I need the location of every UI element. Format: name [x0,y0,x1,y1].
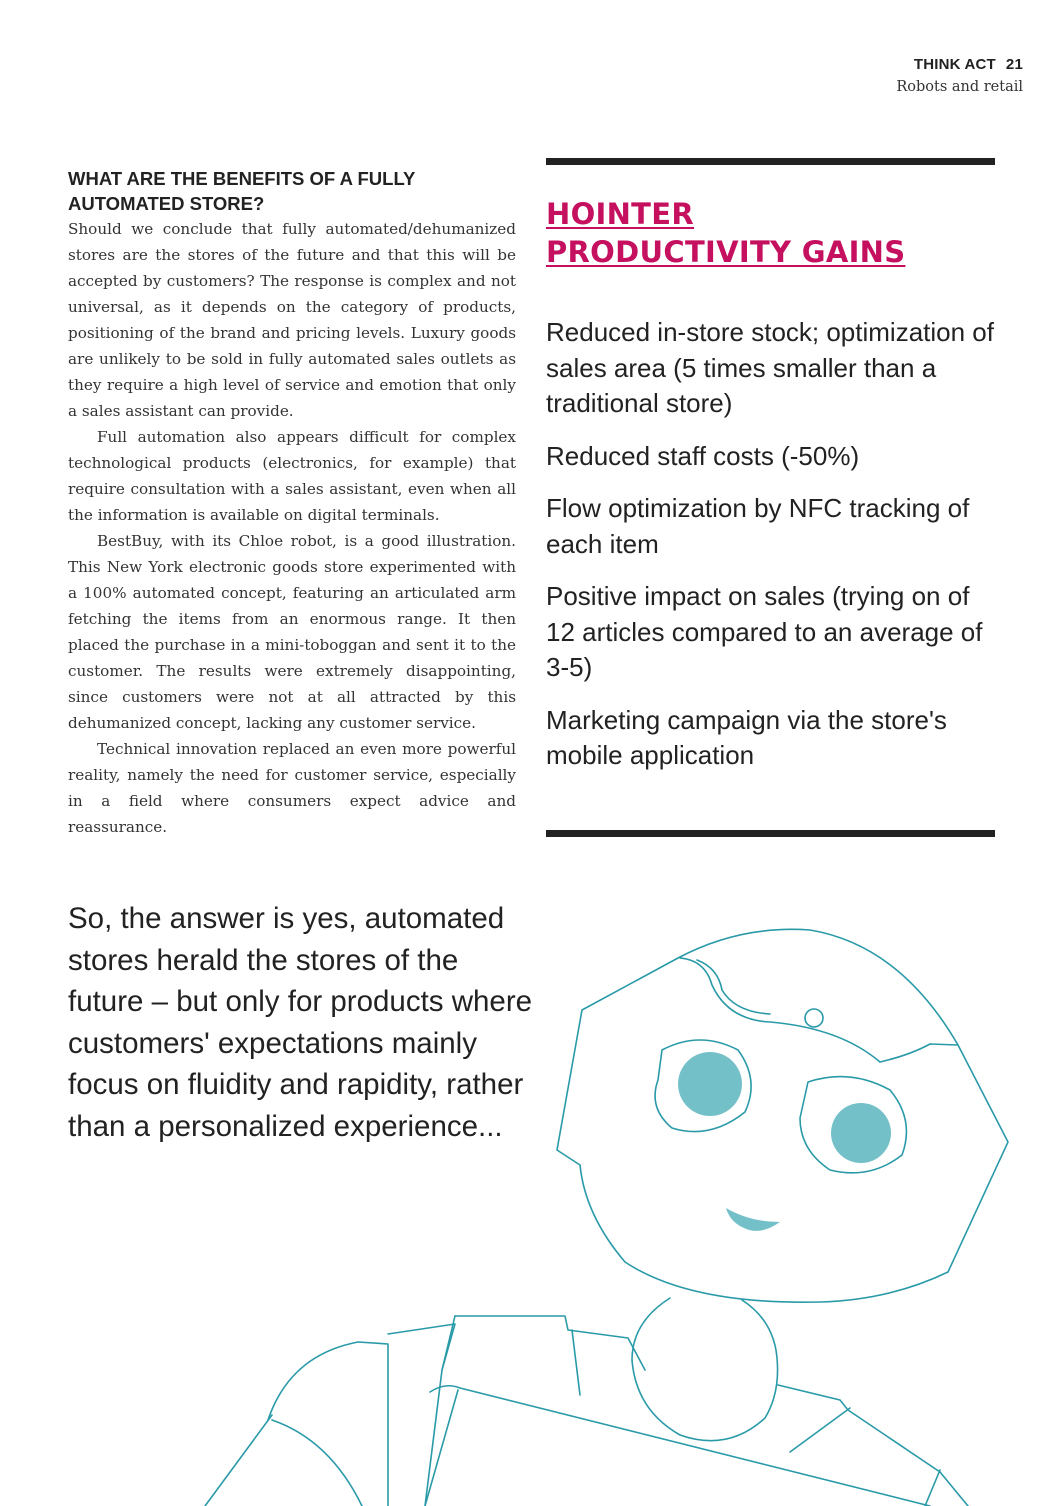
robot-left-arm [268,1342,388,1506]
robot-left-arm-inner [272,1420,362,1506]
gains-list [546,315,995,774]
gains-item: Flow optimization by NFC tracking of each item [546,493,970,559]
article-paragraph-1: Should we conclude that fully automated/dehumanized stores are the stores of the future and that this will be accepted by customers? The response is complex and not universal, as it depends on the category of products, positioning of the brand and pricing levels. Luxury goods are unlikely to be sold in fully automated sales outlets as they require a high level of service and emotion that only a sales assistant can provide. [68,220,516,420]
article-paragraph-3: BestBuy, with its Chloe robot, is a good illustration. This New York electronic goods store experimented with a 100% automated concept, featuring an articulated arm fetching the items from an enormous range. It then placed the purchase in a mini-toboggan and sent it to the customer. The results were extremely disappointing, since customers were not at all attracted by this dehumanized concept, lacking any customer service. [68,532,516,732]
gains-item: Reduced staff costs (-50%) [546,440,860,471]
robot-left-eye-socket [655,1040,751,1132]
robot-forehead-band [680,958,958,1062]
robot-body-front [442,1316,455,1370]
article-paragraph-2: Full automation also appears difficult for complex technological products (electronics, for example) that require consultation with a sales assistant, even when all the information is available on digital terminals. [68,428,516,524]
robot-body-left [455,1316,645,1370]
header-brand: THINK ACT [913,56,996,73]
box-title-line2: PRODUCTIVITY GAINS [546,235,906,269]
box-top-rule [546,158,995,165]
page-header [896,56,1023,95]
page-number: 21 [1005,56,1023,73]
robot-right-eye-socket [800,1077,906,1173]
robot-neck [632,1298,778,1441]
robot-right-eye [831,1103,891,1163]
robot-left-arm-lower [205,1415,272,1506]
box-title-line1: HOINTER [546,197,695,231]
box-bottom-rule [546,830,995,837]
robot-tablet-inner [425,1390,458,1506]
robot-head-outline [557,929,1008,1302]
article-heading: WHAT ARE THE BENEFITS OF A FULLY AUTOMATED STORE? [68,168,416,214]
productivity-box [546,158,995,791]
article-paragraph-4: Technical innovation replaced an even more powerful reality, namely the need for customer service, especially in a field where consumers expect advice and reassurance. [68,740,516,836]
gains-item: Positive impact on sales (trying on of 12 articles compared to an average of 3-5) [546,581,983,682]
robot-tablet [430,1386,930,1506]
robot-shoulder-right-inner [790,1408,850,1452]
conclusion-quote: So, the answer is yes, automated stores herald the stores of the future – but only for products where customers' expectations mainly focus on fluidity and rapidity, rather than a personalized experience... [68,902,533,1143]
robot-left-eye [678,1052,742,1116]
robot-forehead-band-inner [697,960,770,1014]
gains-item: Marketing campaign via the store's mobile application [546,704,947,770]
robot-forehead-sensor [805,1009,823,1027]
robot-fill-parts [678,1052,891,1231]
robot-shoulder-right-edge [925,1470,940,1506]
box-title [546,195,995,271]
robot-shoulder-right [778,1385,968,1506]
gains-item: Reduced in-store stock; optimization of sales area (5 times smaller than a traditional store) [546,317,994,418]
robot-mouth [726,1208,780,1231]
robot-chest-line [572,1330,580,1395]
header-subtitle: Robots and retail [896,79,1023,95]
header-brand-line [896,56,1023,73]
article-column [68,166,516,840]
robot-body-panel [388,1324,455,1506]
